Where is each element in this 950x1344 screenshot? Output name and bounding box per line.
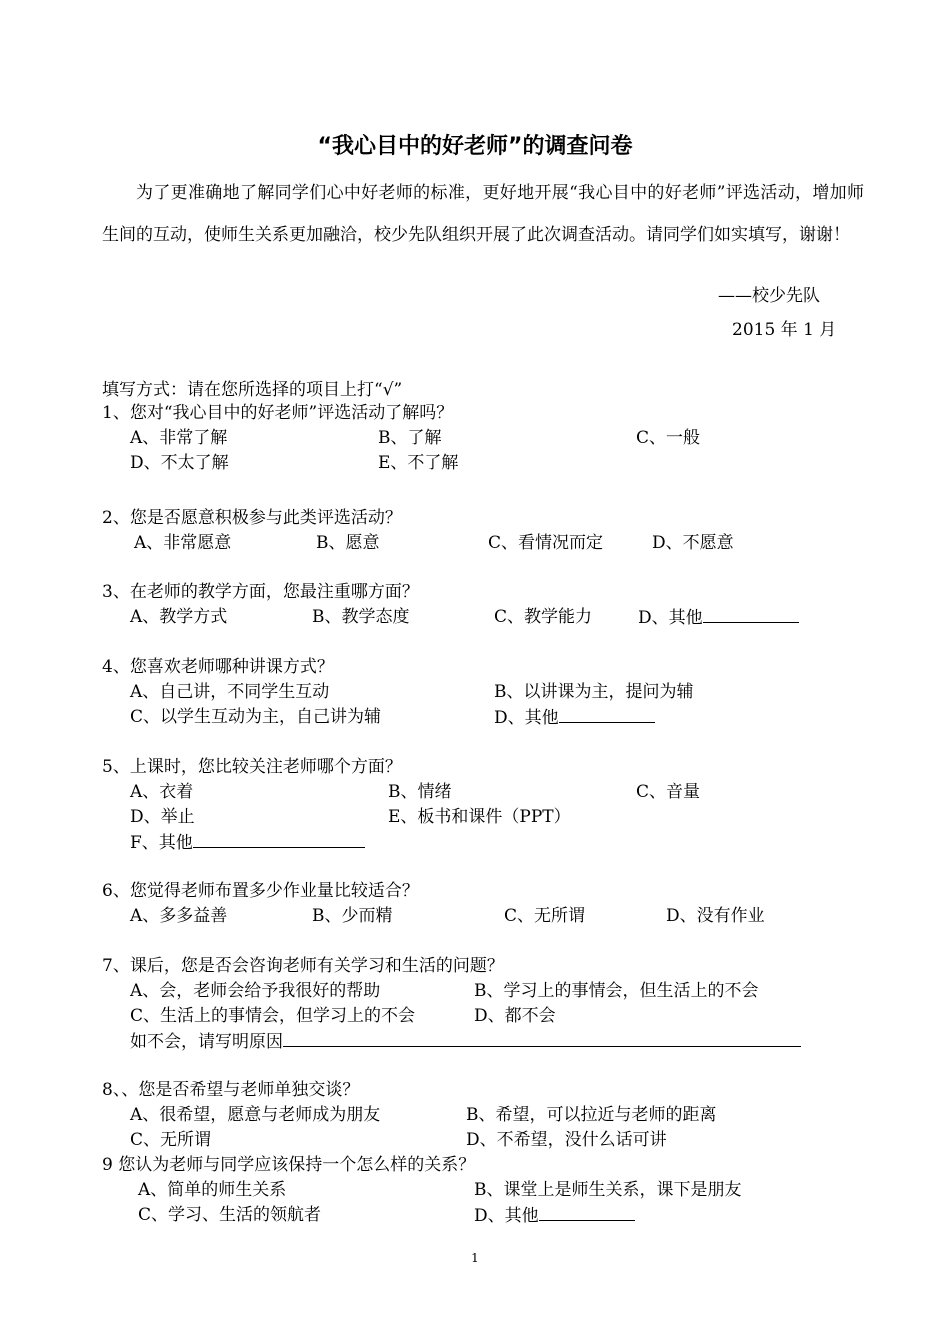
q1-option-e[interactable]: E、不了解 [378, 453, 459, 473]
q5-option-e[interactable]: E、板书和课件（PPT） [388, 807, 571, 827]
q5-option-c[interactable]: C、音量 [636, 782, 701, 802]
q5-other-blank[interactable] [193, 830, 365, 848]
question-3: 3、在老师的教学方面，您最注重哪方面？ [102, 582, 419, 602]
question-8: 8、、您是否希望与老师单独交谈？ [102, 1080, 360, 1100]
q8-option-b[interactable]: B、希望，可以拉近与老师的距离 [466, 1105, 717, 1125]
intro-paragraph: 为了更准确地了解同学们心中好老师的标准，更好地开展“我心目中的好老师”评选活动，增加师生间的互动，使师生关系更加融洽，校少先队组织开展了此次调查活动。请同学们如实填写，谢谢！ [102, 183, 864, 245]
q8-option-c[interactable]: C、无所谓 [130, 1130, 212, 1150]
question-7: 7、课后，您是否会咨询老师有关学习和生活的问题？ [102, 956, 504, 976]
q6-option-b[interactable]: B、少而精 [312, 906, 393, 926]
instructions: 填写方式：请在您所选择的项目上打“√” [102, 380, 403, 400]
question-1: 1、您对“我心目中的好老师”评选活动了解吗？ [102, 403, 454, 423]
q4-other-blank[interactable] [559, 705, 655, 723]
q3-option-d-label: D、其他 [638, 608, 703, 628]
q7-reason [130, 1029, 801, 1054]
q4-option-d-label: D、其他 [494, 708, 559, 728]
q4-option-b[interactable]: B、以讲课为主，提问为辅 [494, 682, 694, 702]
question-6: 6、您觉得老师布置多少作业量比较适合？ [102, 881, 419, 901]
document-title: “我心目中的好老师”的调查问卷 [317, 134, 633, 159]
q5-option-d[interactable]: D、举止 [130, 807, 195, 827]
q3-option-b[interactable]: B、教学态度 [312, 607, 410, 627]
q1-option-a[interactable]: A、非常了解 [130, 428, 228, 448]
q3-option-a[interactable]: A、教学方式 [130, 607, 228, 627]
q9-option-b[interactable]: B、课堂上是师生关系，课下是朋友 [474, 1180, 742, 1200]
q5-option-b[interactable]: B、情绪 [388, 782, 452, 802]
q8-option-d[interactable]: D、不希望，没什么话可讲 [466, 1130, 667, 1150]
q9-option-d-label: D、其他 [474, 1206, 539, 1226]
q2-option-a[interactable]: A、非常愿意 [134, 533, 232, 553]
q9-other-blank[interactable] [539, 1203, 635, 1221]
q2-option-b[interactable]: B、愿意 [316, 533, 380, 553]
question-4: 4、您喜欢老师哪种讲课方式？ [102, 657, 334, 677]
q7-reason-label: 如不会，请写明原因 [130, 1032, 283, 1052]
q2-option-d[interactable]: D、不愿意 [652, 533, 734, 553]
q1-option-d[interactable]: D、不太了解 [130, 453, 229, 473]
q6-option-d[interactable]: D、没有作业 [666, 906, 765, 926]
q7-option-a[interactable]: A、会，老师会给予我很好的帮助 [130, 981, 381, 1001]
question-5: 5、上课时，您比较关注老师哪个方面？ [102, 757, 402, 777]
q9-option-d[interactable] [474, 1203, 635, 1228]
q7-reason-blank[interactable] [283, 1029, 801, 1047]
q5-option-a[interactable]: A、衣着 [130, 782, 194, 802]
q5-option-f-label: F、其他 [130, 833, 193, 853]
date: 2015 年 1 月 [732, 320, 837, 340]
q5-option-f[interactable] [130, 830, 365, 855]
q1-option-c[interactable]: C、一般 [636, 428, 701, 448]
q4-option-c[interactable]: C、以学生互动为主，自己讲为辅 [130, 707, 382, 727]
q9-option-c[interactable]: C、学习、生活的领航者 [138, 1205, 322, 1225]
q4-option-a[interactable]: A、自己讲，不同学生互动 [130, 682, 330, 702]
q3-option-d[interactable] [638, 605, 799, 630]
q7-option-b[interactable]: B、学习上的事情会，但生活上的不会 [474, 981, 759, 1001]
q7-option-c[interactable]: C、生活上的事情会，但学习上的不会 [130, 1006, 416, 1026]
q2-option-c[interactable]: C、看情况而定 [488, 533, 604, 553]
q1-option-b[interactable]: B、了解 [378, 428, 442, 448]
signature: ——校少先队 [718, 286, 820, 306]
page-number: 1 [471, 1251, 479, 1265]
q6-option-a[interactable]: A、多多益善 [130, 906, 228, 926]
q7-option-d[interactable]: D、都不会 [474, 1006, 556, 1026]
q8-option-a[interactable]: A、很希望，愿意与老师成为朋友 [130, 1105, 381, 1125]
q9-option-a[interactable]: A、简单的师生关系 [138, 1180, 287, 1200]
question-2: 2、您是否愿意积极参与此类评选活动？ [102, 508, 402, 528]
q3-other-blank[interactable] [703, 605, 799, 623]
q6-option-c[interactable]: C、无所谓 [504, 906, 586, 926]
q3-option-c[interactable]: C、教学能力 [494, 607, 593, 627]
question-9: 9 您认为老师与同学应该保持一个怎么样的关系？ [102, 1155, 476, 1175]
q4-option-d[interactable] [494, 705, 655, 730]
